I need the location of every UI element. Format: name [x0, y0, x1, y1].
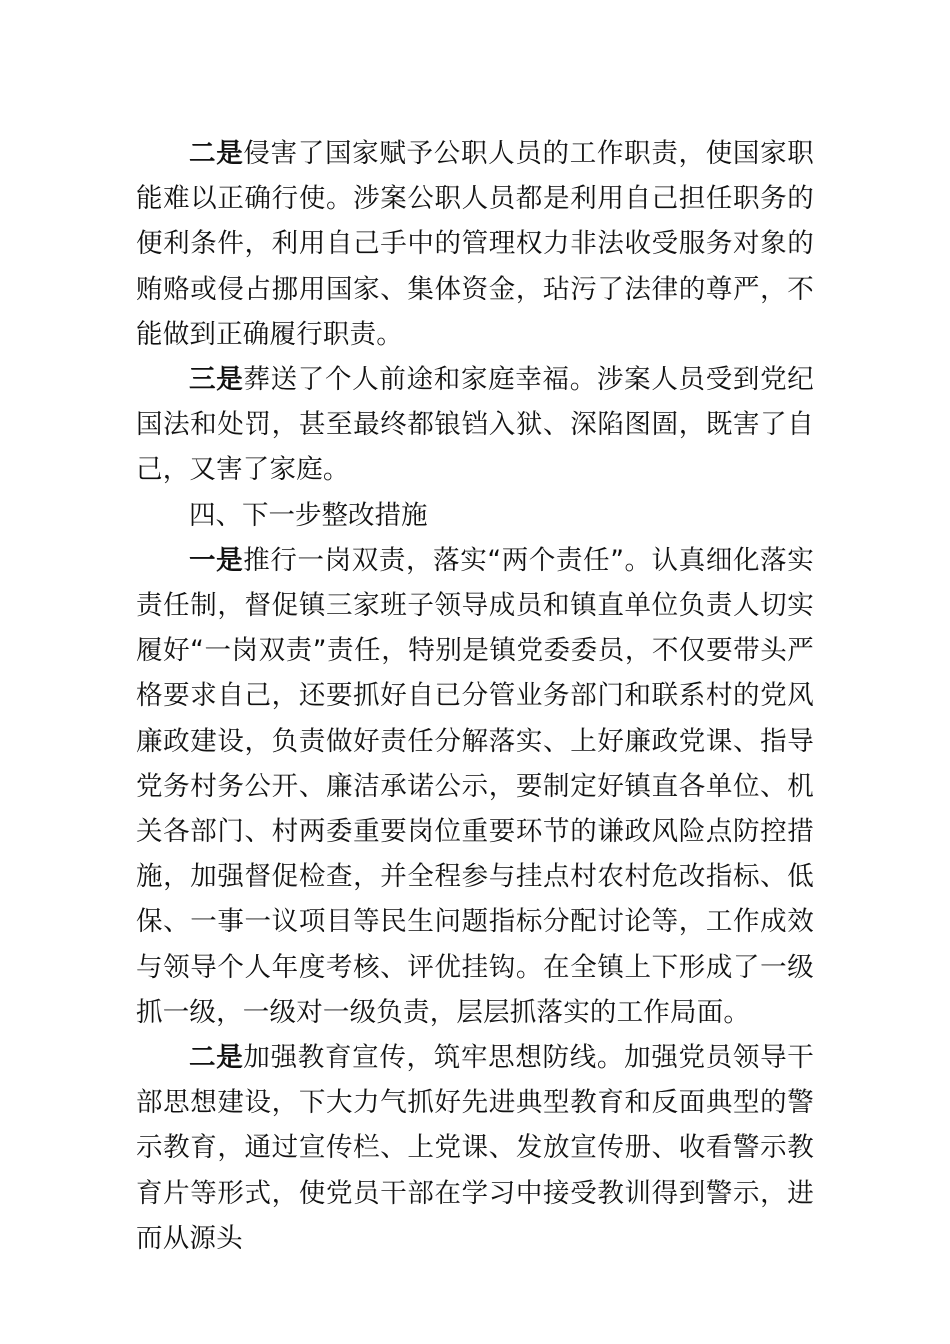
paragraph-body: 推行一岗双责，落实“两个责任”。认真细化落实责任制，督促镇三家班子领导成员和镇直单位负责人切实履好“一岗双责”责任，特别是镇党委委员，不仅要带头严格要求自己，还要抓好自已分管业务部门和联系村的党风廉政建设，负责做好责任分解落实、上好廉政党课、指导党务村务公开、廉洁承诺公示，要制定好镇直各单位、机关各部门、村两委重要岗位重要环节的谦政风险点防控措施，加强督促检查，并全程参与挂点村农村危改指标、低保、一事一议项目等民生问题指标分配讨论等，工作成效与领导个人年度考核、评优挂钩。在全镇上下形成了一级抓一级，一级对一级负责，层层抓落实的工作局面。 — [136, 544, 814, 1028]
paragraph-lead: 二是 — [189, 1042, 244, 1074]
paragraph-lead: 三是 — [189, 364, 244, 396]
paragraph-harm-family — [136, 357, 814, 493]
paragraph-body: 加强教育宣传，筑牢思想防线。加强党员领导干部思想建设，下大力气抓好先进典型教育和反面典型的警示教育，通过宣传栏、上党课、发放宣传册、收看警示教育片等形式，使党员干部在学习中接受教训得到警示，进而从源头 — [136, 1042, 814, 1254]
section-heading: 四、下一步整改措施 — [189, 499, 428, 531]
paragraph-body: 葬送了个人前途和家庭幸福。涉案人员受到党纪国法和处罚，甚至最终都锒铛入狱、深陷图圄，既害了自己，又害了家庭。 — [136, 364, 814, 486]
paragraph-lead: 二是 — [189, 138, 244, 169]
paragraph-harm-duties — [136, 131, 814, 357]
paragraph-lead: 一是 — [189, 544, 244, 576]
paragraph-measure-one — [136, 538, 814, 1035]
paragraph-measure-two — [136, 1035, 814, 1261]
document-page — [136, 131, 814, 1261]
paragraph-body: 侵害了国家赋予公职人员的工作职责，使国家职能难以正确行使。涉案公职人员都是利用自己担任职务的便利条件，利用自己手中的管理权力非法收受服务对象的贿赂或侵占挪用国家、集体资金，玷污了法律的尊严，不能做到正确履行职责。 — [136, 138, 814, 350]
